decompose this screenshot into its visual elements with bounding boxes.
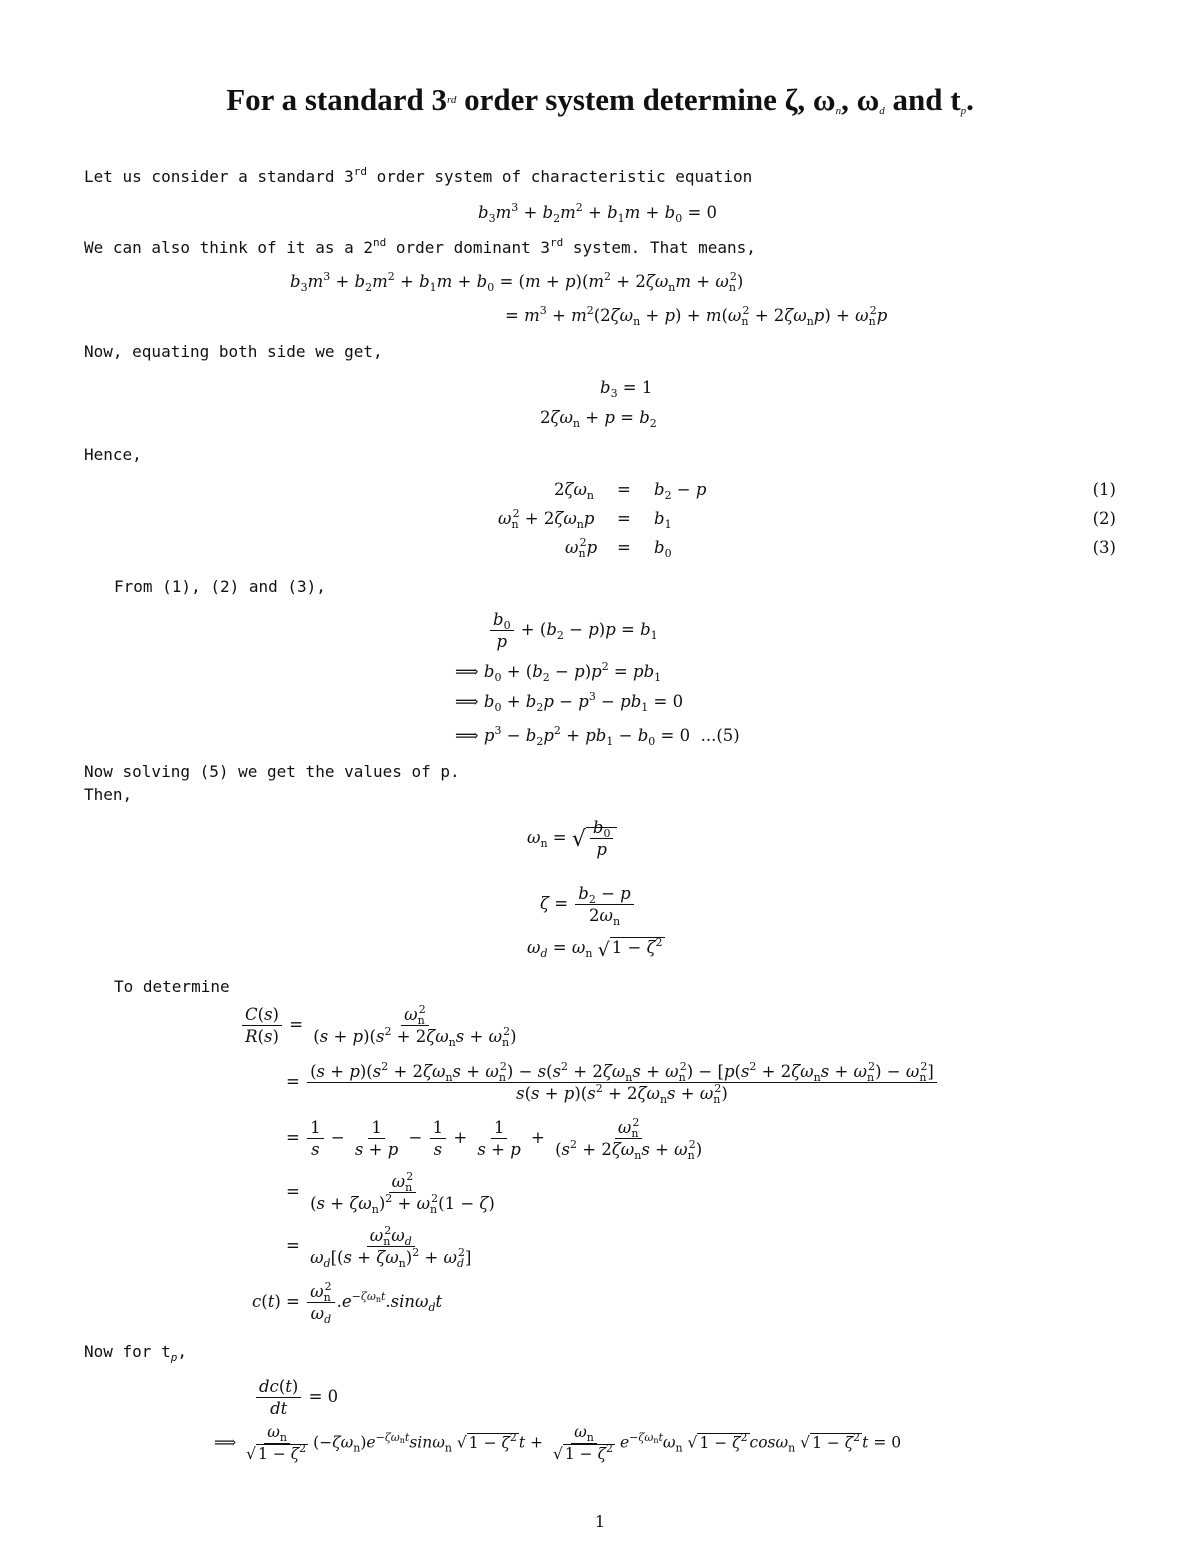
omega-n-formula: $\omega_n$ = √ $\frac{b_0}{p}$: [527, 818, 617, 859]
b3-equation: $b_3 = 1$: [600, 378, 653, 400]
time-response-equation: c(t) = $\frac{\omega_n^2}{\omega_d}$ $.e^{-\zeta\omega_nt}.\sin\omega_dt$: [252, 1280, 443, 1326]
transfer-function-line3: = $\frac{1}{s}$ − $\frac{1}{s + p}$ − $\frac{1}{s}$ + $\frac{1}{s + p}$ + $\frac{\omega_n^2}{(s^2 + 2\zeta\omega_ns + \omega_n^2)}$: [286, 1116, 703, 1162]
equation-number-2: (2): [1092, 509, 1116, 528]
factored-equation-line1: $b_3m^3 + b_2m^2 + b_1m + b_0 = (m + p)(m^2 + 2\zeta\omega_nm + \omega_n^2)$: [290, 270, 744, 294]
system-eq1-lhs: $2\zeta\omega_n$: [554, 480, 594, 502]
then-paragraph: Then,: [84, 785, 133, 804]
system-eq1-rel: =: [617, 480, 631, 499]
factored-equation-line2: = $m^3 + m^2(2\zeta\omega_n + p) + m(\omega_n^2 + 2\zeta\omega_np) + \omega_n^2p$: [505, 304, 888, 328]
hence-paragraph: Hence,: [84, 445, 142, 464]
system-eq2-lhs: $\omega_n^2 + 2\zeta\omega_np$: [498, 507, 595, 531]
page-title: For a standard 3rd order system determine ζ, $\omega_n$, $\omega_d$ and $t_p$.: [226, 82, 974, 117]
system-eq2-rel: =: [617, 509, 631, 528]
system-eq3-rhs: $b_0$: [654, 538, 672, 560]
implies-line3: ⟹ $p^3 - b_2p^2 + pb_1 - b_0 = 0$ ...(5): [455, 724, 740, 748]
solving-paragraph: Now solving (5) we get the values of p.: [84, 762, 460, 781]
to-determine-paragraph: To determine: [114, 977, 230, 996]
now-for-tp-paragraph: Now for $t_p$,: [84, 1342, 187, 1364]
system-eq3-lhs: $\omega_n^2p$: [565, 536, 598, 560]
substitution-equation: $\frac{b_0}{p}$ + $(b_2 - p)p = b_1$: [488, 610, 658, 651]
zeta-formula: ζ = $\frac{b_2 - p}{2\omega_n}$: [540, 884, 636, 925]
characteristic-equation: $b_3m^3 + b_2m^2 + b_1m + b_0 = 0$: [478, 201, 718, 225]
system-eq3-rel: =: [617, 538, 631, 557]
system-eq2-rhs: $b_1$: [654, 509, 672, 531]
transfer-function-line1: $\frac{C(s)}{R(s)}$ = $\frac{\omega_n^2}{(s + p)(s^2 + 2\zeta\omega_ns + \omega_n^2)}$: [240, 1005, 522, 1046]
transfer-function-line5: = $\frac{\omega_n^2\omega_d}{\omega_d[(s + \zeta\omega_n)^2 + \omega_d^2]}$: [286, 1224, 472, 1270]
system-eq1-rhs: $b_2 - p$: [654, 480, 707, 502]
omega-d-formula: $\omega_d = \omega_n$ √ $1 - \zeta^2$: [527, 936, 663, 961]
implies-line1: ⟹ $b_0 + (b_2 - p)p^2 = pb_1$: [455, 660, 662, 684]
equation-number-1: (1): [1092, 480, 1116, 499]
b2-equation: $2\zeta\omega_n + p = b_2$: [540, 408, 657, 430]
from-paragraph: From (1), (2) and (3),: [114, 577, 326, 596]
transfer-function-line2: = $(s + p)(s^2 + 2\zeta\omega_ns + \omega_n^2) - s(s^2 + 2\zeta\omega_ns + \omega_n^2) - [p(s^2 + 2\zeta\omega_ns + \omega_n^2) - \omega_n^2]$ $s(s + p)(s^2 + 2\zeta\omega_ns + \omega_n^2)$: [286, 1062, 939, 1103]
equating-paragraph: Now, equating both side we get,: [84, 342, 383, 361]
dominant-paragraph: We can also think of it as a 2nd order dominant 3rd system. That means,: [84, 236, 756, 257]
transfer-function-line4: = $\frac{\omega_n^2}{(s + \zeta\omega_n)^2 + \omega_n^2(1 - \zeta)}$: [286, 1170, 495, 1216]
peak-time-condition: ⟹ $\frac{\omega_n}{√ 1 - \zeta^2}$ $(-\zeta\omega_n)e^{-\zeta\omega_nt}\sin\omega_n$ √ $1 - \zeta^2$ t + $\frac{\omega_n}{√ 1 - \zeta^2}$ $e^{-\zeta\omega_nt}\omega_n$ √ $1 - \zeta^2$ cosω$_n$ √ $1 - \zeta^2$ t = 0: [214, 1423, 902, 1463]
equation-number-3: (3): [1092, 538, 1116, 557]
intro-paragraph: Let us consider a standard 3rd order system of characteristic equation: [84, 165, 753, 186]
implies-line2: ⟹ $b_0 + b_2p - p^3 - pb_1 = 0$: [455, 690, 684, 714]
derivative-equation: $\frac{dc(t)}{dt}$ = 0: [254, 1377, 338, 1418]
page-number: 1: [594, 1512, 606, 1531]
